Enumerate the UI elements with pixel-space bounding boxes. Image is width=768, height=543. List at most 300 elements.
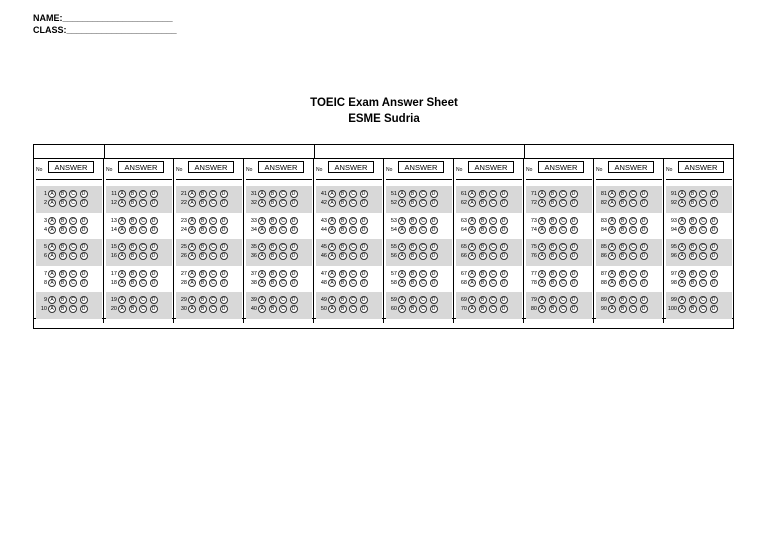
- answer-bubble-d[interactable]: D: [80, 217, 88, 225]
- answer-bubble-a[interactable]: A: [48, 279, 56, 287]
- answer-bubble-c[interactable]: C: [69, 270, 77, 278]
- answer-bubble-a[interactable]: A: [468, 305, 476, 313]
- answer-bubble-b[interactable]: B: [409, 226, 417, 234]
- answer-bubble-d[interactable]: D: [360, 226, 368, 234]
- answer-bubble-c[interactable]: C: [699, 296, 707, 304]
- answer-bubble-d[interactable]: D: [640, 199, 648, 207]
- answer-bubble-a[interactable]: A: [468, 252, 476, 260]
- answer-bubble-a[interactable]: A: [188, 190, 196, 198]
- answer-bubble-c[interactable]: C: [559, 270, 567, 278]
- answer-bubble-d[interactable]: D: [80, 199, 88, 207]
- answer-bubble-c[interactable]: C: [699, 243, 707, 251]
- answer-bubble-a[interactable]: A: [188, 226, 196, 234]
- answer-bubble-b[interactable]: B: [619, 270, 627, 278]
- answer-bubble-c[interactable]: C: [349, 279, 357, 287]
- answer-bubble-a[interactable]: A: [48, 270, 56, 278]
- answer-bubble-c[interactable]: C: [699, 199, 707, 207]
- answer-bubble-c[interactable]: C: [69, 226, 77, 234]
- answer-bubble-d[interactable]: D: [570, 305, 578, 313]
- answer-bubble-d[interactable]: D: [430, 199, 438, 207]
- answer-bubble-d[interactable]: D: [80, 252, 88, 260]
- answer-bubble-a[interactable]: A: [258, 296, 266, 304]
- answer-bubble-c[interactable]: C: [559, 226, 567, 234]
- answer-bubble-d[interactable]: D: [360, 217, 368, 225]
- answer-bubble-c[interactable]: C: [699, 226, 707, 234]
- answer-bubble-b[interactable]: B: [199, 252, 207, 260]
- answer-bubble-d[interactable]: D: [290, 243, 298, 251]
- answer-bubble-a[interactable]: A: [678, 252, 686, 260]
- answer-bubble-d[interactable]: D: [150, 243, 158, 251]
- answer-bubble-c[interactable]: C: [629, 270, 637, 278]
- answer-bubble-b[interactable]: B: [269, 190, 277, 198]
- answer-bubble-d[interactable]: D: [360, 279, 368, 287]
- answer-bubble-b[interactable]: B: [339, 252, 347, 260]
- answer-bubble-a[interactable]: A: [188, 199, 196, 207]
- answer-bubble-c[interactable]: C: [419, 270, 427, 278]
- answer-bubble-b[interactable]: B: [409, 243, 417, 251]
- answer-bubble-b[interactable]: B: [59, 199, 67, 207]
- answer-bubble-d[interactable]: D: [220, 296, 228, 304]
- answer-bubble-d[interactable]: D: [640, 226, 648, 234]
- answer-bubble-c[interactable]: C: [279, 217, 287, 225]
- answer-bubble-a[interactable]: A: [398, 279, 406, 287]
- answer-bubble-a[interactable]: A: [468, 243, 476, 251]
- answer-bubble-a[interactable]: A: [328, 199, 336, 207]
- answer-bubble-d[interactable]: D: [360, 199, 368, 207]
- answer-bubble-a[interactable]: A: [608, 252, 616, 260]
- answer-bubble-a[interactable]: A: [258, 217, 266, 225]
- answer-bubble-b[interactable]: B: [549, 296, 557, 304]
- answer-bubble-c[interactable]: C: [139, 199, 147, 207]
- answer-bubble-c[interactable]: C: [209, 305, 217, 313]
- answer-bubble-d[interactable]: D: [80, 226, 88, 234]
- answer-bubble-b[interactable]: B: [339, 270, 347, 278]
- answer-bubble-a[interactable]: A: [538, 243, 546, 251]
- answer-bubble-b[interactable]: B: [619, 199, 627, 207]
- answer-bubble-a[interactable]: A: [608, 217, 616, 225]
- answer-bubble-a[interactable]: A: [678, 226, 686, 234]
- answer-bubble-d[interactable]: D: [430, 296, 438, 304]
- answer-bubble-d[interactable]: D: [220, 270, 228, 278]
- answer-bubble-d[interactable]: D: [430, 279, 438, 287]
- answer-bubble-c[interactable]: C: [629, 199, 637, 207]
- answer-bubble-c[interactable]: C: [279, 252, 287, 260]
- answer-bubble-d[interactable]: D: [500, 226, 508, 234]
- answer-bubble-b[interactable]: B: [689, 226, 697, 234]
- answer-bubble-a[interactable]: A: [678, 199, 686, 207]
- answer-bubble-c[interactable]: C: [139, 270, 147, 278]
- answer-bubble-c[interactable]: C: [559, 305, 567, 313]
- answer-bubble-c[interactable]: C: [489, 243, 497, 251]
- answer-bubble-a[interactable]: A: [538, 252, 546, 260]
- answer-bubble-c[interactable]: C: [419, 296, 427, 304]
- answer-bubble-b[interactable]: B: [689, 270, 697, 278]
- answer-bubble-d[interactable]: D: [360, 296, 368, 304]
- answer-bubble-d[interactable]: D: [220, 252, 228, 260]
- answer-bubble-d[interactable]: D: [290, 199, 298, 207]
- answer-bubble-c[interactable]: C: [349, 217, 357, 225]
- answer-bubble-d[interactable]: D: [220, 190, 228, 198]
- answer-bubble-a[interactable]: A: [468, 226, 476, 234]
- answer-bubble-c[interactable]: C: [629, 279, 637, 287]
- answer-bubble-a[interactable]: A: [118, 199, 126, 207]
- answer-bubble-b[interactable]: B: [549, 279, 557, 287]
- answer-bubble-b[interactable]: B: [199, 199, 207, 207]
- answer-bubble-b[interactable]: B: [479, 296, 487, 304]
- answer-bubble-d[interactable]: D: [710, 199, 718, 207]
- answer-bubble-a[interactable]: A: [468, 190, 476, 198]
- answer-bubble-a[interactable]: A: [258, 199, 266, 207]
- answer-bubble-d[interactable]: D: [640, 190, 648, 198]
- answer-bubble-a[interactable]: A: [608, 305, 616, 313]
- answer-bubble-d[interactable]: D: [500, 190, 508, 198]
- answer-bubble-d[interactable]: D: [290, 296, 298, 304]
- answer-bubble-d[interactable]: D: [570, 226, 578, 234]
- answer-bubble-c[interactable]: C: [699, 279, 707, 287]
- answer-bubble-b[interactable]: B: [339, 226, 347, 234]
- answer-bubble-d[interactable]: D: [570, 243, 578, 251]
- answer-bubble-a[interactable]: A: [678, 305, 686, 313]
- answer-bubble-c[interactable]: C: [349, 190, 357, 198]
- answer-bubble-d[interactable]: D: [640, 305, 648, 313]
- answer-bubble-b[interactable]: B: [619, 190, 627, 198]
- answer-bubble-a[interactable]: A: [48, 199, 56, 207]
- answer-bubble-c[interactable]: C: [629, 296, 637, 304]
- answer-bubble-d[interactable]: D: [500, 243, 508, 251]
- answer-bubble-d[interactable]: D: [290, 252, 298, 260]
- answer-bubble-d[interactable]: D: [570, 279, 578, 287]
- answer-bubble-a[interactable]: A: [118, 243, 126, 251]
- answer-bubble-b[interactable]: B: [619, 243, 627, 251]
- answer-bubble-b[interactable]: B: [409, 190, 417, 198]
- answer-bubble-c[interactable]: C: [279, 305, 287, 313]
- answer-bubble-c[interactable]: C: [279, 199, 287, 207]
- answer-bubble-a[interactable]: A: [398, 305, 406, 313]
- answer-bubble-d[interactable]: D: [430, 190, 438, 198]
- answer-bubble-a[interactable]: A: [328, 243, 336, 251]
- answer-bubble-b[interactable]: B: [129, 270, 137, 278]
- answer-bubble-c[interactable]: C: [69, 243, 77, 251]
- answer-bubble-a[interactable]: A: [678, 279, 686, 287]
- answer-bubble-d[interactable]: D: [570, 270, 578, 278]
- answer-bubble-d[interactable]: D: [710, 305, 718, 313]
- answer-bubble-d[interactable]: D: [710, 270, 718, 278]
- answer-bubble-b[interactable]: B: [269, 199, 277, 207]
- answer-bubble-b[interactable]: B: [619, 252, 627, 260]
- answer-bubble-b[interactable]: B: [269, 217, 277, 225]
- answer-bubble-c[interactable]: C: [139, 190, 147, 198]
- answer-bubble-c[interactable]: C: [209, 226, 217, 234]
- answer-bubble-d[interactable]: D: [710, 279, 718, 287]
- answer-bubble-a[interactable]: A: [188, 279, 196, 287]
- answer-bubble-b[interactable]: B: [269, 296, 277, 304]
- answer-bubble-d[interactable]: D: [150, 279, 158, 287]
- answer-bubble-b[interactable]: B: [269, 243, 277, 251]
- answer-bubble-b[interactable]: B: [409, 296, 417, 304]
- answer-bubble-d[interactable]: D: [150, 296, 158, 304]
- answer-bubble-c[interactable]: C: [559, 199, 567, 207]
- answer-bubble-a[interactable]: A: [538, 270, 546, 278]
- answer-bubble-d[interactable]: D: [500, 296, 508, 304]
- answer-bubble-b[interactable]: B: [129, 217, 137, 225]
- answer-bubble-b[interactable]: B: [619, 279, 627, 287]
- answer-bubble-d[interactable]: D: [360, 190, 368, 198]
- answer-bubble-b[interactable]: B: [479, 305, 487, 313]
- answer-bubble-c[interactable]: C: [419, 190, 427, 198]
- answer-bubble-b[interactable]: B: [59, 190, 67, 198]
- answer-bubble-d[interactable]: D: [150, 190, 158, 198]
- answer-bubble-a[interactable]: A: [48, 243, 56, 251]
- answer-bubble-b[interactable]: B: [269, 305, 277, 313]
- answer-bubble-b[interactable]: B: [59, 226, 67, 234]
- answer-bubble-a[interactable]: A: [468, 217, 476, 225]
- answer-bubble-a[interactable]: A: [328, 279, 336, 287]
- answer-bubble-a[interactable]: A: [398, 243, 406, 251]
- answer-bubble-a[interactable]: A: [328, 270, 336, 278]
- answer-bubble-b[interactable]: B: [689, 252, 697, 260]
- answer-bubble-c[interactable]: C: [489, 296, 497, 304]
- answer-bubble-d[interactable]: D: [290, 190, 298, 198]
- answer-bubble-a[interactable]: A: [188, 270, 196, 278]
- answer-bubble-a[interactable]: A: [678, 217, 686, 225]
- answer-bubble-a[interactable]: A: [468, 279, 476, 287]
- answer-bubble-c[interactable]: C: [349, 252, 357, 260]
- answer-bubble-c[interactable]: C: [489, 270, 497, 278]
- answer-bubble-b[interactable]: B: [339, 190, 347, 198]
- answer-bubble-b[interactable]: B: [689, 199, 697, 207]
- answer-bubble-c[interactable]: C: [489, 226, 497, 234]
- answer-bubble-a[interactable]: A: [538, 296, 546, 304]
- answer-bubble-b[interactable]: B: [199, 270, 207, 278]
- answer-bubble-c[interactable]: C: [279, 270, 287, 278]
- answer-bubble-c[interactable]: C: [559, 243, 567, 251]
- answer-bubble-b[interactable]: B: [549, 305, 557, 313]
- answer-bubble-d[interactable]: D: [290, 270, 298, 278]
- answer-bubble-a[interactable]: A: [258, 226, 266, 234]
- answer-bubble-a[interactable]: A: [328, 296, 336, 304]
- answer-bubble-b[interactable]: B: [339, 279, 347, 287]
- answer-bubble-a[interactable]: A: [538, 217, 546, 225]
- answer-bubble-c[interactable]: C: [629, 243, 637, 251]
- answer-bubble-c[interactable]: C: [209, 217, 217, 225]
- answer-bubble-a[interactable]: A: [188, 243, 196, 251]
- answer-bubble-c[interactable]: C: [139, 217, 147, 225]
- answer-bubble-d[interactable]: D: [710, 243, 718, 251]
- answer-bubble-c[interactable]: C: [139, 279, 147, 287]
- answer-bubble-b[interactable]: B: [339, 296, 347, 304]
- answer-bubble-c[interactable]: C: [69, 190, 77, 198]
- answer-bubble-b[interactable]: B: [689, 243, 697, 251]
- answer-bubble-a[interactable]: A: [328, 305, 336, 313]
- answer-bubble-d[interactable]: D: [80, 270, 88, 278]
- answer-bubble-b[interactable]: B: [339, 305, 347, 313]
- answer-bubble-a[interactable]: A: [118, 270, 126, 278]
- answer-bubble-b[interactable]: B: [689, 190, 697, 198]
- answer-bubble-a[interactable]: A: [398, 226, 406, 234]
- answer-bubble-b[interactable]: B: [269, 252, 277, 260]
- answer-bubble-a[interactable]: A: [118, 217, 126, 225]
- answer-bubble-c[interactable]: C: [419, 199, 427, 207]
- answer-bubble-d[interactable]: D: [640, 279, 648, 287]
- answer-bubble-a[interactable]: A: [678, 296, 686, 304]
- answer-bubble-c[interactable]: C: [699, 217, 707, 225]
- answer-bubble-b[interactable]: B: [409, 217, 417, 225]
- answer-bubble-b[interactable]: B: [199, 190, 207, 198]
- answer-bubble-b[interactable]: B: [479, 279, 487, 287]
- answer-bubble-c[interactable]: C: [629, 226, 637, 234]
- answer-bubble-d[interactable]: D: [500, 252, 508, 260]
- answer-bubble-d[interactable]: D: [430, 217, 438, 225]
- answer-bubble-c[interactable]: C: [489, 199, 497, 207]
- answer-bubble-c[interactable]: C: [209, 252, 217, 260]
- answer-bubble-a[interactable]: A: [48, 296, 56, 304]
- answer-bubble-d[interactable]: D: [640, 217, 648, 225]
- answer-bubble-b[interactable]: B: [129, 296, 137, 304]
- answer-bubble-b[interactable]: B: [619, 217, 627, 225]
- answer-bubble-d[interactable]: D: [640, 252, 648, 260]
- answer-bubble-c[interactable]: C: [559, 279, 567, 287]
- answer-bubble-b[interactable]: B: [129, 243, 137, 251]
- answer-bubble-c[interactable]: C: [349, 296, 357, 304]
- answer-bubble-b[interactable]: B: [129, 279, 137, 287]
- answer-bubble-c[interactable]: C: [699, 190, 707, 198]
- answer-bubble-d[interactable]: D: [640, 270, 648, 278]
- answer-bubble-a[interactable]: A: [328, 226, 336, 234]
- answer-bubble-c[interactable]: C: [279, 296, 287, 304]
- answer-bubble-d[interactable]: D: [710, 190, 718, 198]
- answer-bubble-c[interactable]: C: [559, 190, 567, 198]
- answer-bubble-c[interactable]: C: [489, 305, 497, 313]
- answer-bubble-d[interactable]: D: [290, 305, 298, 313]
- answer-bubble-d[interactable]: D: [150, 305, 158, 313]
- answer-bubble-b[interactable]: B: [409, 199, 417, 207]
- answer-bubble-c[interactable]: C: [139, 252, 147, 260]
- answer-bubble-c[interactable]: C: [139, 305, 147, 313]
- answer-bubble-b[interactable]: B: [549, 217, 557, 225]
- answer-bubble-b[interactable]: B: [129, 305, 137, 313]
- answer-bubble-a[interactable]: A: [538, 305, 546, 313]
- answer-bubble-d[interactable]: D: [220, 217, 228, 225]
- answer-bubble-d[interactable]: D: [360, 270, 368, 278]
- answer-bubble-b[interactable]: B: [269, 226, 277, 234]
- answer-bubble-c[interactable]: C: [69, 296, 77, 304]
- answer-bubble-a[interactable]: A: [328, 252, 336, 260]
- answer-bubble-a[interactable]: A: [48, 252, 56, 260]
- answer-bubble-d[interactable]: D: [500, 270, 508, 278]
- answer-bubble-a[interactable]: A: [608, 190, 616, 198]
- answer-bubble-c[interactable]: C: [349, 199, 357, 207]
- answer-bubble-c[interactable]: C: [629, 252, 637, 260]
- answer-bubble-d[interactable]: D: [570, 252, 578, 260]
- answer-bubble-c[interactable]: C: [69, 305, 77, 313]
- answer-bubble-c[interactable]: C: [69, 252, 77, 260]
- answer-bubble-a[interactable]: A: [48, 226, 56, 234]
- answer-bubble-d[interactable]: D: [360, 305, 368, 313]
- answer-bubble-c[interactable]: C: [209, 279, 217, 287]
- answer-bubble-a[interactable]: A: [258, 305, 266, 313]
- answer-bubble-a[interactable]: A: [48, 305, 56, 313]
- answer-bubble-d[interactable]: D: [220, 279, 228, 287]
- answer-bubble-d[interactable]: D: [290, 226, 298, 234]
- answer-bubble-c[interactable]: C: [279, 243, 287, 251]
- answer-bubble-a[interactable]: A: [608, 226, 616, 234]
- answer-bubble-a[interactable]: A: [468, 199, 476, 207]
- answer-bubble-d[interactable]: D: [500, 199, 508, 207]
- answer-bubble-c[interactable]: C: [139, 226, 147, 234]
- answer-bubble-d[interactable]: D: [220, 199, 228, 207]
- answer-bubble-b[interactable]: B: [129, 252, 137, 260]
- answer-bubble-a[interactable]: A: [118, 279, 126, 287]
- answer-bubble-c[interactable]: C: [209, 199, 217, 207]
- answer-bubble-a[interactable]: A: [118, 190, 126, 198]
- answer-bubble-a[interactable]: A: [258, 252, 266, 260]
- answer-bubble-b[interactable]: B: [549, 252, 557, 260]
- answer-bubble-c[interactable]: C: [209, 296, 217, 304]
- answer-bubble-a[interactable]: A: [398, 252, 406, 260]
- answer-bubble-b[interactable]: B: [619, 305, 627, 313]
- answer-bubble-a[interactable]: A: [678, 270, 686, 278]
- answer-bubble-a[interactable]: A: [398, 217, 406, 225]
- answer-bubble-d[interactable]: D: [710, 217, 718, 225]
- answer-bubble-d[interactable]: D: [80, 305, 88, 313]
- answer-bubble-a[interactable]: A: [328, 217, 336, 225]
- answer-bubble-a[interactable]: A: [608, 296, 616, 304]
- answer-bubble-b[interactable]: B: [269, 270, 277, 278]
- answer-bubble-c[interactable]: C: [489, 252, 497, 260]
- answer-bubble-a[interactable]: A: [398, 270, 406, 278]
- answer-bubble-c[interactable]: C: [349, 270, 357, 278]
- answer-bubble-c[interactable]: C: [559, 252, 567, 260]
- answer-bubble-a[interactable]: A: [538, 279, 546, 287]
- answer-bubble-d[interactable]: D: [220, 243, 228, 251]
- answer-bubble-d[interactable]: D: [80, 279, 88, 287]
- answer-bubble-d[interactable]: D: [290, 279, 298, 287]
- answer-bubble-a[interactable]: A: [188, 305, 196, 313]
- answer-bubble-c[interactable]: C: [279, 279, 287, 287]
- answer-bubble-a[interactable]: A: [538, 190, 546, 198]
- answer-bubble-b[interactable]: B: [59, 270, 67, 278]
- answer-bubble-a[interactable]: A: [678, 190, 686, 198]
- answer-bubble-a[interactable]: A: [398, 199, 406, 207]
- answer-bubble-b[interactable]: B: [339, 199, 347, 207]
- answer-bubble-b[interactable]: B: [479, 243, 487, 251]
- answer-bubble-b[interactable]: B: [549, 190, 557, 198]
- answer-bubble-d[interactable]: D: [710, 296, 718, 304]
- answer-bubble-a[interactable]: A: [608, 279, 616, 287]
- answer-bubble-c[interactable]: C: [559, 217, 567, 225]
- answer-bubble-a[interactable]: A: [258, 270, 266, 278]
- answer-bubble-c[interactable]: C: [629, 190, 637, 198]
- answer-bubble-c[interactable]: C: [629, 305, 637, 313]
- answer-bubble-d[interactable]: D: [500, 279, 508, 287]
- answer-bubble-d[interactable]: D: [150, 226, 158, 234]
- answer-bubble-a[interactable]: A: [118, 305, 126, 313]
- answer-bubble-c[interactable]: C: [279, 190, 287, 198]
- answer-bubble-c[interactable]: C: [419, 279, 427, 287]
- answer-bubble-d[interactable]: D: [80, 243, 88, 251]
- answer-bubble-b[interactable]: B: [269, 279, 277, 287]
- answer-bubble-a[interactable]: A: [118, 296, 126, 304]
- answer-bubble-b[interactable]: B: [409, 270, 417, 278]
- answer-bubble-d[interactable]: D: [710, 252, 718, 260]
- answer-bubble-b[interactable]: B: [59, 252, 67, 260]
- answer-bubble-d[interactable]: D: [570, 190, 578, 198]
- answer-bubble-c[interactable]: C: [69, 217, 77, 225]
- answer-bubble-b[interactable]: B: [549, 226, 557, 234]
- answer-bubble-a[interactable]: A: [258, 190, 266, 198]
- answer-bubble-d[interactable]: D: [360, 252, 368, 260]
- answer-bubble-c[interactable]: C: [419, 226, 427, 234]
